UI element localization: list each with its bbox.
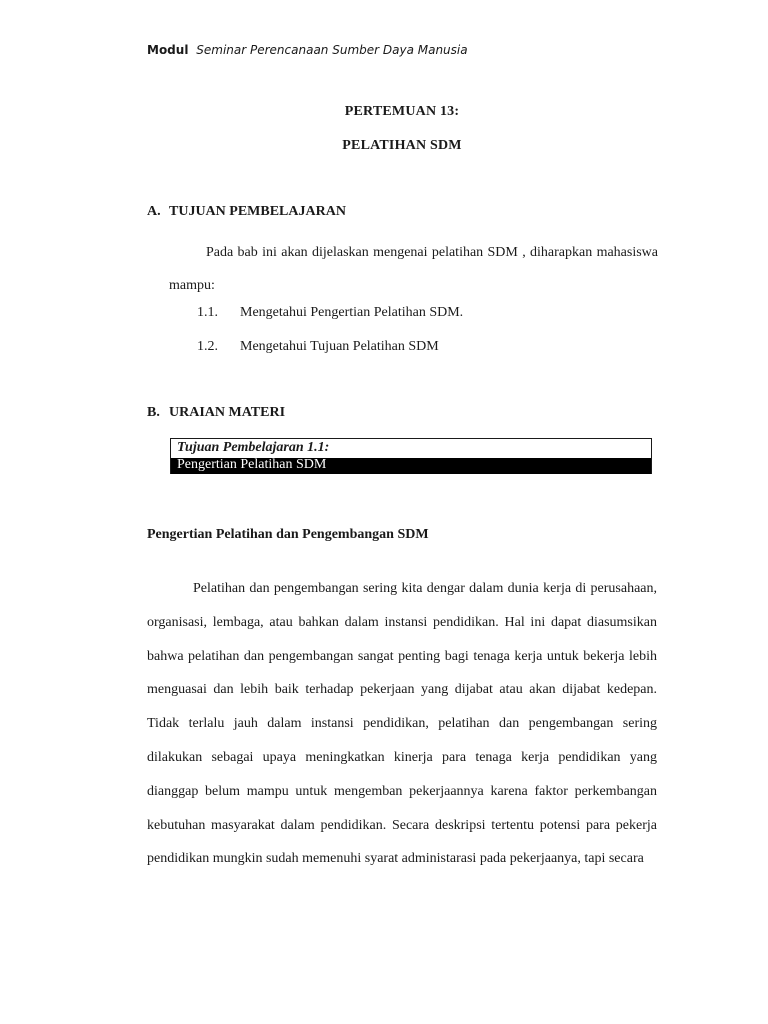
section-b-letter: B. bbox=[147, 405, 160, 420]
objective-number: 1.1. bbox=[197, 305, 218, 320]
intro-paragraph: Pada bab ini akan dijelaskan mengenai pelatihan SDM , diharapkan mahasiswa mampu: bbox=[169, 245, 658, 293]
header-label: Modul bbox=[147, 43, 189, 57]
header-course-title: Seminar Perencanaan Sumber Daya Manusia bbox=[196, 43, 468, 57]
objective-number: 1.2. bbox=[197, 339, 218, 354]
running-header bbox=[147, 43, 468, 57]
section-a-heading bbox=[147, 204, 346, 220]
objective-item bbox=[197, 305, 463, 321]
section-a-letter: A. bbox=[147, 204, 161, 219]
body-paragraph: Pelatihan dan pengembangan sering kita dengar dalam dunia kerja di perusahaan, organisasi, lembaga, atau bahkan dalam instansi pendidikan. Hal ini dapat diasumsikan bahwa pelatihan dan pengembangan sangat penting bagi tenaga kerja untuk bekerja lebih menguasai dan lebih baik terhadap pekerjaan yang dijabat atau akan dijabat kedepan. Tidak terlalu jauh dalam instansi pendidikan, pelatihan dan pengembangan sering dilakukan sebagai upaya meningkatkan kinerja para tenaga kerja pendidikan yang dianggap belum mampu untuk mengemban pekerjaannya karena faktor perkembangan kebutuhan masyarakat dalam pendidikan. Secara deskripsi tertentu potensi para pekerja pendidikan mungkin sudah memenuhi syarat administarasi pada pekerjaanya, tapi secara bbox=[147, 581, 657, 867]
objective-text: Mengetahui Tujuan Pelatihan SDM bbox=[240, 339, 439, 354]
content-subheading: Pengertian Pelatihan dan Pengembangan SDM bbox=[147, 527, 429, 542]
section-b-heading bbox=[147, 405, 285, 421]
learning-objective-bar bbox=[171, 458, 651, 474]
learning-objective-title: Tujuan Pembelajaran 1.1: bbox=[177, 440, 330, 455]
section-a-title: TUJUAN PEMBELAJARAN bbox=[169, 204, 346, 219]
objective-item bbox=[197, 339, 439, 355]
section-b-title: URAIAN MATERI bbox=[169, 405, 286, 420]
learning-objective-subtitle: Pengertian Pelatihan SDM bbox=[177, 457, 327, 472]
objective-text: Mengetahui Pengertian Pelatihan SDM. bbox=[240, 305, 464, 320]
meeting-title: PERTEMUAN 13: bbox=[344, 104, 460, 119]
topic-title: PELATIHAN SDM bbox=[342, 138, 462, 153]
learning-objective-box bbox=[170, 438, 652, 474]
